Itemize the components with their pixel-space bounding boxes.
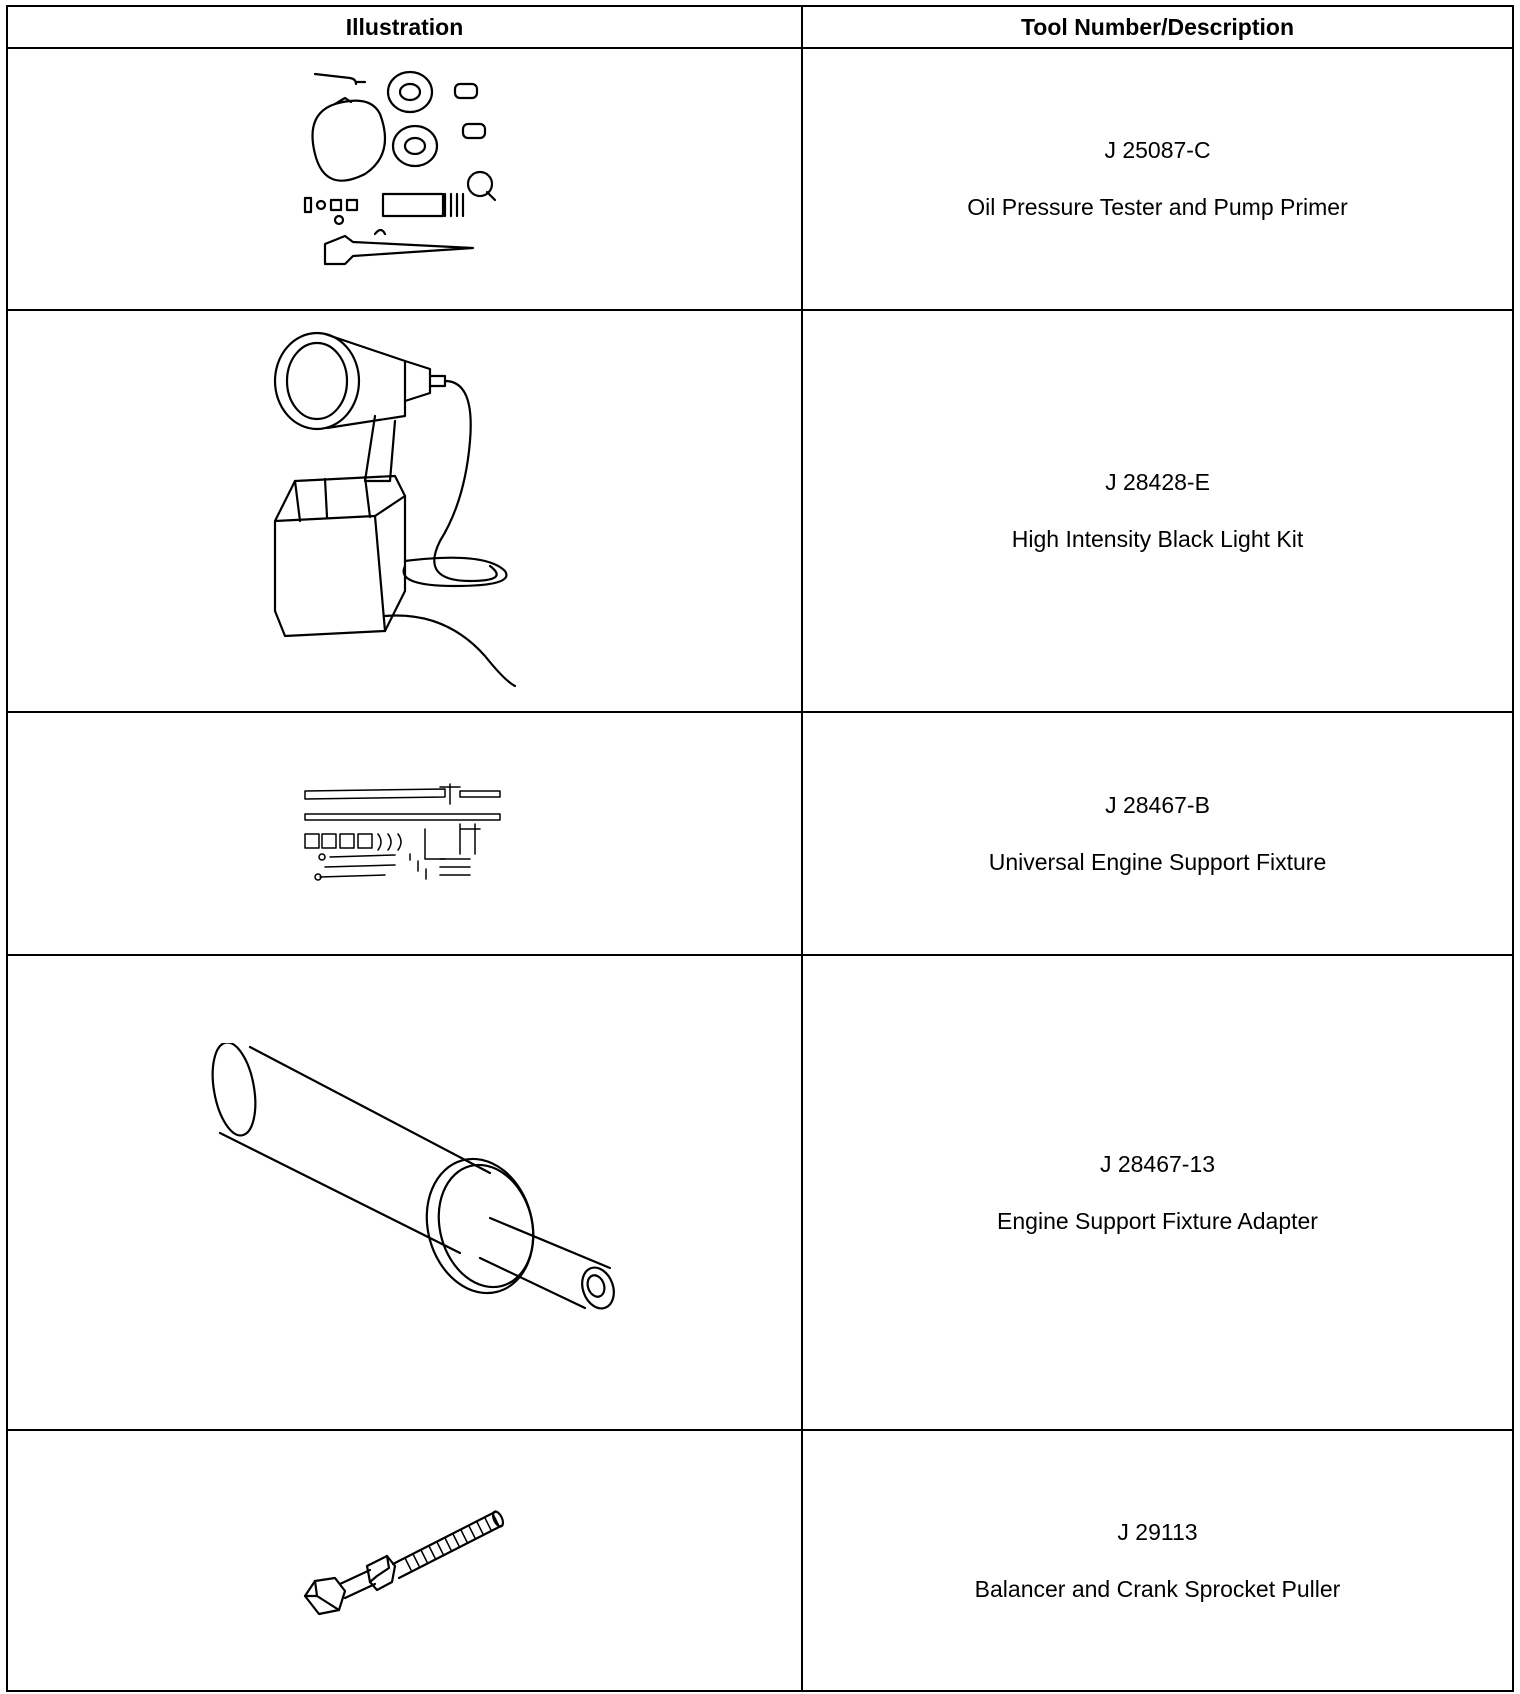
engine-support-fixture-icon [300,779,510,889]
tool-description: Engine Support Fixture Adapter [997,1207,1318,1234]
tool-description: Oil Pressure Tester and Pump Primer [967,194,1348,220]
header-row [7,6,1513,48]
tool-number: J 29113 [1117,1518,1198,1545]
tool-description: Balancer and Crank Sprocket Puller [974,1575,1341,1602]
tool-cell [802,955,1513,1430]
table-row [7,712,1513,955]
illustration-cell [7,310,802,712]
tool-number: J 28467-B [1105,791,1210,818]
illustration-cell [7,712,802,955]
special-tools-table [6,5,1514,1692]
illustration-header: Illustration [7,6,802,48]
tool-number: J 28428-E [1105,469,1210,495]
black-light-kit-icon [255,331,555,691]
illustration-cell [7,955,802,1430]
table-row [7,48,1513,310]
tool-description: Universal Engine Support Fixture [988,848,1327,875]
tool-cell [802,1430,1513,1691]
oil-pressure-tester-kit-icon [295,64,515,294]
tool-cell [802,48,1513,310]
tool-number: J 25087-C [1104,137,1211,163]
illustration-cell [7,1430,802,1691]
table-row [7,955,1513,1430]
tool-description: High Intensity Black Light Kit [1011,526,1304,552]
fixture-adapter-icon [190,1043,620,1343]
table-row [7,310,1513,712]
table-row [7,1430,1513,1691]
sprocket-puller-icon [295,1486,515,1636]
tool-cell [802,712,1513,955]
illustration-cell [7,48,802,310]
tool-number: J 28467-13 [1099,1150,1216,1177]
tool-cell [802,310,1513,712]
tool-description-header: Tool Number/Description [802,6,1513,48]
